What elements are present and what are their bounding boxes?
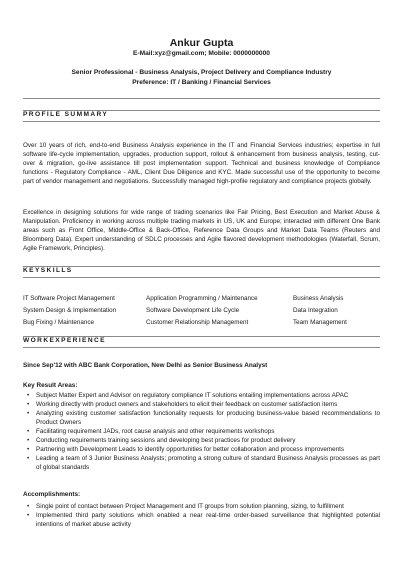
bullet-icon: • <box>27 446 30 453</box>
skill-item: Business Analysis <box>293 295 344 302</box>
header-divider <box>23 98 380 99</box>
section-title-profile-summary: PROFILE SUMMARY <box>23 111 109 118</box>
accomplishments-heading: Accomplishments: <box>23 491 81 498</box>
list-item: • Subject Matter Expert and Advisor on regulatory compliance IT solutions entailing implementations across APAC <box>27 392 349 399</box>
section-title-work-experience: WORKEXPERIENCE <box>23 337 106 344</box>
list-item: • Partnering with Development Leads to identify opportunities for better collaboration and process improvements <box>27 446 345 453</box>
accomplishments-list <box>23 502 380 529</box>
list-item: • Single point of contact between Project Management and IT groups from solution planning, sizing, to fulfillment <box>27 503 344 510</box>
skill-item: IT Software Project Management <box>23 295 115 302</box>
section-title-key-skills: KEYSKILLS <box>23 267 73 274</box>
skills-column-3 <box>293 293 347 329</box>
list-item: • Analyzing existing customer satisfaction functionality requests for producing business-value based recommendations to Product Owners <box>27 410 380 426</box>
list-item: • Facilitating requirement JADs, root cause analysis and other requirements workshops <box>27 428 275 435</box>
list-item: • Leading a team of 3 Junior Business Analysts; promoting a strong culture of standard Business Analysis processes as part of global standards <box>27 455 380 471</box>
skill-item: Software Development Life Cycle <box>146 307 240 314</box>
skills-column-2 <box>146 293 258 329</box>
section-rule-bottom <box>23 347 380 348</box>
bullet-icon: • <box>27 455 30 462</box>
bullet-icon: • <box>27 410 30 417</box>
skill-item: Application Programming / Maintenance <box>146 295 258 302</box>
key-result-areas-list <box>23 391 380 472</box>
section-rule-bottom <box>23 277 380 278</box>
profile-paragraph-1: Over 10 years of rich, end-to-end Business Analysis experience in the IT and Financial Services industries; expertise in full software life-cycle implementation, upgrades, production support, rollout & enhancement from business analysis, testing, cut-over & migration, go-live assistance till post implementation support. Technical and business knowledge of Compliance functions - Regulatory Compliance - AML, Client Due Diligence and KYC. Made successful use of the opportunity to become part of vendor management and negotiations. Successfully managed high-profile regulatory and compliance projects globally. <box>23 142 380 185</box>
list-item: • Working directly with product owners and stakeholders to elicit their feedback on customer satisfaction items <box>27 401 338 408</box>
profile-paragraph-2: Excellence in designing solutions for wide range of trading scenarios like Fair Pricing, Best Execution and Market Abuse & Manipulation. Proficiency in working across multiple trading markets in US, UK and Europe; interacted with different One Bank areas such as Front Office, Middle-Office & Back-Office, Reference Data Groups and Market Data Teams (Reuters and Bloomberg Data). Expert understanding of SDLC processes and Agile flavored development methodologies (Waterfall, Scrum, Agile Framework, Principles). <box>23 209 380 252</box>
skill-item: Data Integration <box>293 307 338 314</box>
skills-column-1 <box>23 293 116 329</box>
bullet-icon: • <box>27 392 30 399</box>
professional-headline: Senior Professional - Business Analysis, Project Delivery and Compliance Industry <box>71 69 332 76</box>
bullet-icon: • <box>27 503 30 510</box>
contact-info: E-Mail:xyz@gmail.com; Mobile: 0000000000 <box>133 50 270 57</box>
bullet-icon: • <box>27 428 30 435</box>
bullet-icon: • <box>27 401 30 408</box>
list-item: • Conducting requirements training sessions and developing best practices for product delivery <box>27 437 296 444</box>
skill-item: Customer Relationship Management <box>146 319 249 326</box>
section-rule-bottom <box>23 121 380 122</box>
candidate-name: Ankur Gupta <box>169 37 234 49</box>
job-title-line: Since Sep'12 with ABC Bank Corporation, New Delhi as Senior Business Analyst <box>23 362 268 369</box>
skill-item: Team Management <box>293 319 347 326</box>
section-rule-top <box>23 266 380 267</box>
bullet-icon: • <box>27 512 30 519</box>
bullet-icon: • <box>27 437 30 444</box>
list-item: • Implemented third party solutions which enabled a near real-time order-based surveillance that highlighted potential intentions of market abuse activity <box>27 512 380 528</box>
industry-preference: Preference: IT / Banking / Financial Services <box>132 79 271 86</box>
skill-item: Bug Fixing / Maintenance <box>23 319 95 326</box>
skill-item: System Design & Implementation <box>23 307 117 314</box>
key-result-areas-heading: Key Result Areas: <box>23 382 78 389</box>
